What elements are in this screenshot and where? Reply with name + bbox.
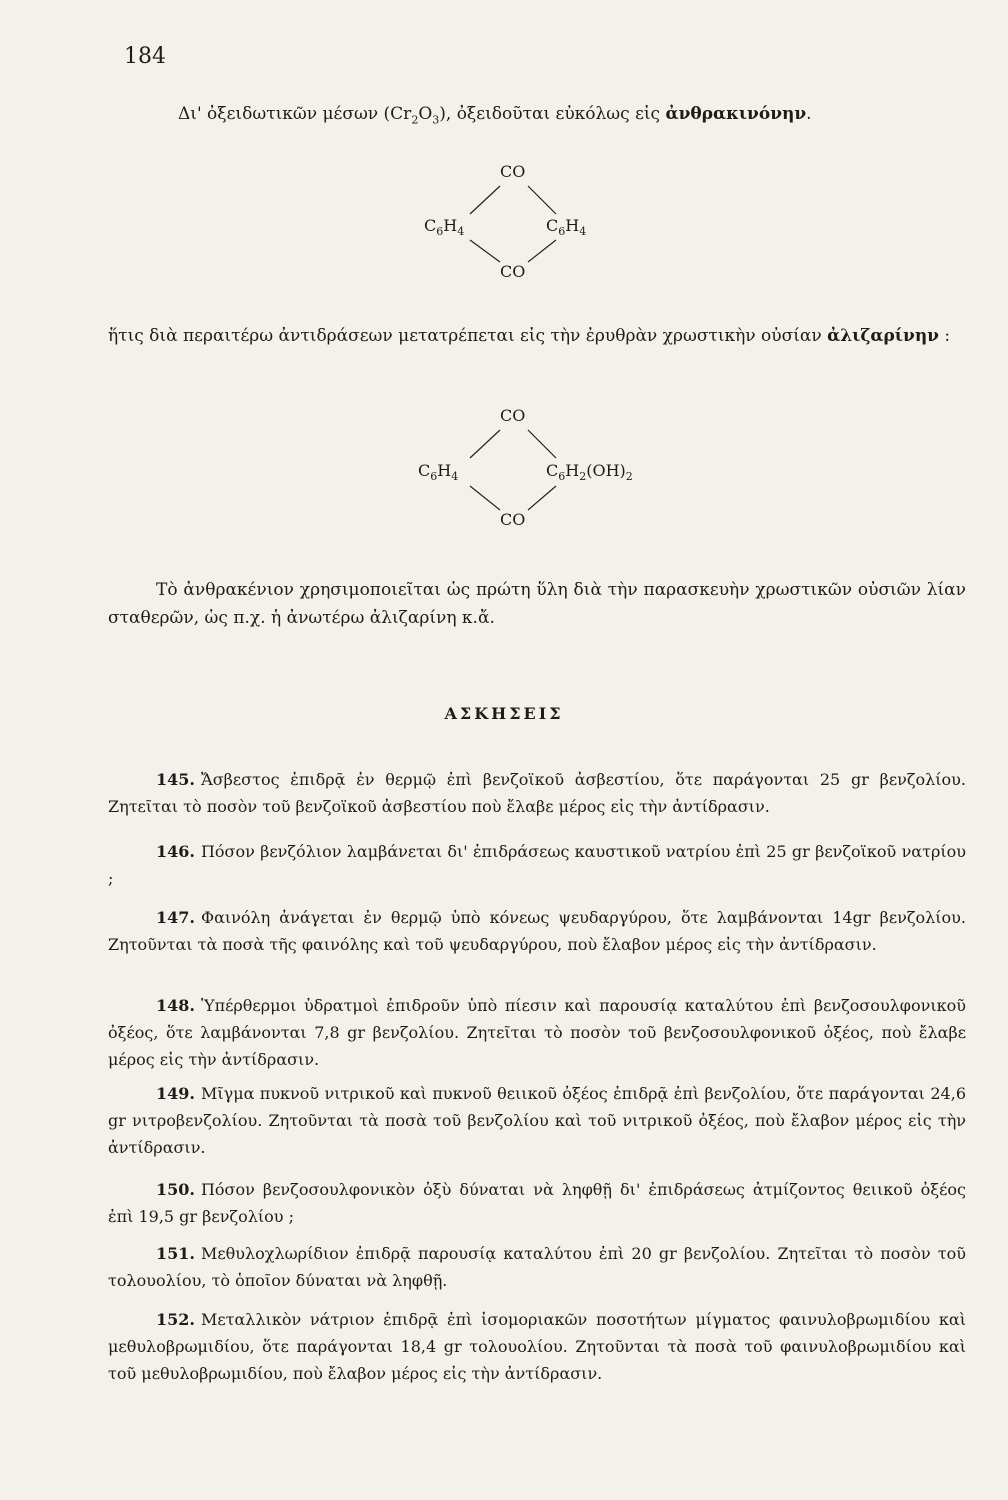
- anthraquinone-left-ring: $C_6H_4$: [424, 216, 465, 239]
- exercise-152: 152. Μεταλλικὸν νάτριον ἐπιδρᾷ ἐπὶ ἰσομοριακῶν ποσοτήτων μίγματος φαινυλοβρωμιδίου καὶ μεθυλοβρωμιδίου, ὅτε παράγονται 18,4 gr τολουολίου. Ζητοῦνται τὰ ποσὰ τοῦ φαινυλοβρωμιδίου καὶ τοῦ μεθυλοβρωμιδίου, ποὺ ἔλαβον μέρος εἰς τὴν ἀντίδρασιν.: [108, 1310, 966, 1383]
- exercise-146: 146. Πόσον βενζόλιον λαμβάνεται δι' ἐπιδράσεως καυστικοῦ νατρίου ἐπὶ 25 gr βενζοϊκοῦ νατρίου ;: [108, 842, 966, 888]
- exercise-151: 151. Μεθυλοχλωρίδιον ἐπιδρᾷ παρουσίᾳ καταλύτου ἐπὶ 20 gr βενζολίου. Ζητεῖται τὸ ποσὸν τοῦ τολουολίου, τὸ ὁποῖον δύναται νὰ ληφθῇ.: [108, 1244, 966, 1290]
- alizarin-bottom-co: CO: [500, 510, 526, 529]
- exercise-148: 148. Ὑπέρθερμοι ὑδρατμοὶ ἐπιδροῦν ὑπὸ πίεσιν καὶ παρουσίᾳ καταλύτου ἐπὶ βενζοσουλφονικοῦ ὀξέος, ὅτε λαμβάνονται 7,8 gr βενζολίου. Ζητεῖται τὸ ποσὸν τοῦ βενζοσουλφονικοῦ ὀξέος, ποὺ ἔλαβε μέρος εἰς τὴν ἀντίδρασιν.: [108, 996, 966, 1069]
- exercise-147: 147. Φαινόλη ἀνάγεται ἐν θερμῷ ὑπὸ κόνεως ψευδαργύρου, ὅτε λαμβάνονται 14gr βενζολίου. Ζητοῦνται τὰ ποσὰ τῆς φαινόλης καὶ τοῦ ψευδαργύρου, ποὺ ἔλαβον μέρος εἰς τὴν ἀντίδρασιν.: [108, 908, 966, 954]
- exercise-149: 149. Μῖγμα πυκνοῦ νιτρικοῦ καὶ πυκνοῦ θειικοῦ ὀξέος ἐπιδρᾷ ἐπὶ βενζολίου, ὅτε παράγονται 24,6 gr νιτροβενζολίου. Ζητοῦνται τὰ ποσὰ τοῦ βενζολίου καὶ τοῦ νιτρικοῦ ὀξέος, ποὺ ἔλαβον μέρος εἰς τὴν ἀντίδρασιν.: [108, 1084, 966, 1157]
- usage-paragraph: Τὸ ἀνθρακένιον χρησιμοποιεῖται ὡς πρώτη ὕλη διὰ τὴν παρασκευὴν χρωστικῶν οὐσιῶν λίαν σταθερῶν, ὡς π.χ. ἡ ἀνωτέρω ἀλιζαρίνη κ.ἄ.: [108, 580, 966, 628]
- anthraquinone-right-ring: $C_6H_4$: [546, 216, 587, 239]
- term-anthraquinone: ἀνθρακινόνην: [665, 104, 807, 124]
- exercise-150: 150. Πόσον βενζοσουλφονικὸν ὀξὺ δύναται νὰ ληφθῇ δι' ἐπιδράσεως ἀτμίζοντος θειικοῦ ὀξέος ἐπὶ 19,5 gr βενζολίου ;: [108, 1180, 966, 1226]
- anthraquinone-top-co: CO: [500, 162, 526, 181]
- page-number: 184: [124, 44, 166, 69]
- intro-paragraph: Δι' ὀξειδωτικῶν μέσων $(Cr_2O_3)$, ὀξειδοῦται εὐκόλως εἰς ἀνθρακινόνην.: [178, 104, 812, 127]
- alizarin-top-co: CO: [500, 406, 526, 425]
- term-alizarin: ἀλιζαρίνην: [827, 326, 939, 346]
- exercise-145: 145. Ἄσβεστος ἐπιδρᾷ ἐν θερμῷ ἐπὶ βενζοϊκοῦ ἀσβεστίου, ὅτε παράγονται 25 gr βενζολίου. Ζητεῖται τὸ ποσὸν τοῦ βενζοϊκοῦ ἀσβεστίου ποὺ ἔλαβε μέρος εἰς τὴν ἀντίδρασιν.: [108, 770, 966, 816]
- alizarin-left-ring: $C_6H_4$: [418, 461, 459, 484]
- anthraquinone-bottom-co: CO: [500, 262, 526, 281]
- alizarin-paragraph: ἥτις διὰ περαιτέρω ἀντιδράσεων μετατρέπεται εἰς τὴν ἐρυθρὰν χρωστικὴν οὐσίαν ἀλιζαρίνην :: [108, 326, 951, 346]
- alizarin-right-ring: $C_6H_2(OH)_2$: [546, 461, 633, 484]
- exercises-heading: ΑΣΚΗΣΕΙΣ: [444, 704, 564, 723]
